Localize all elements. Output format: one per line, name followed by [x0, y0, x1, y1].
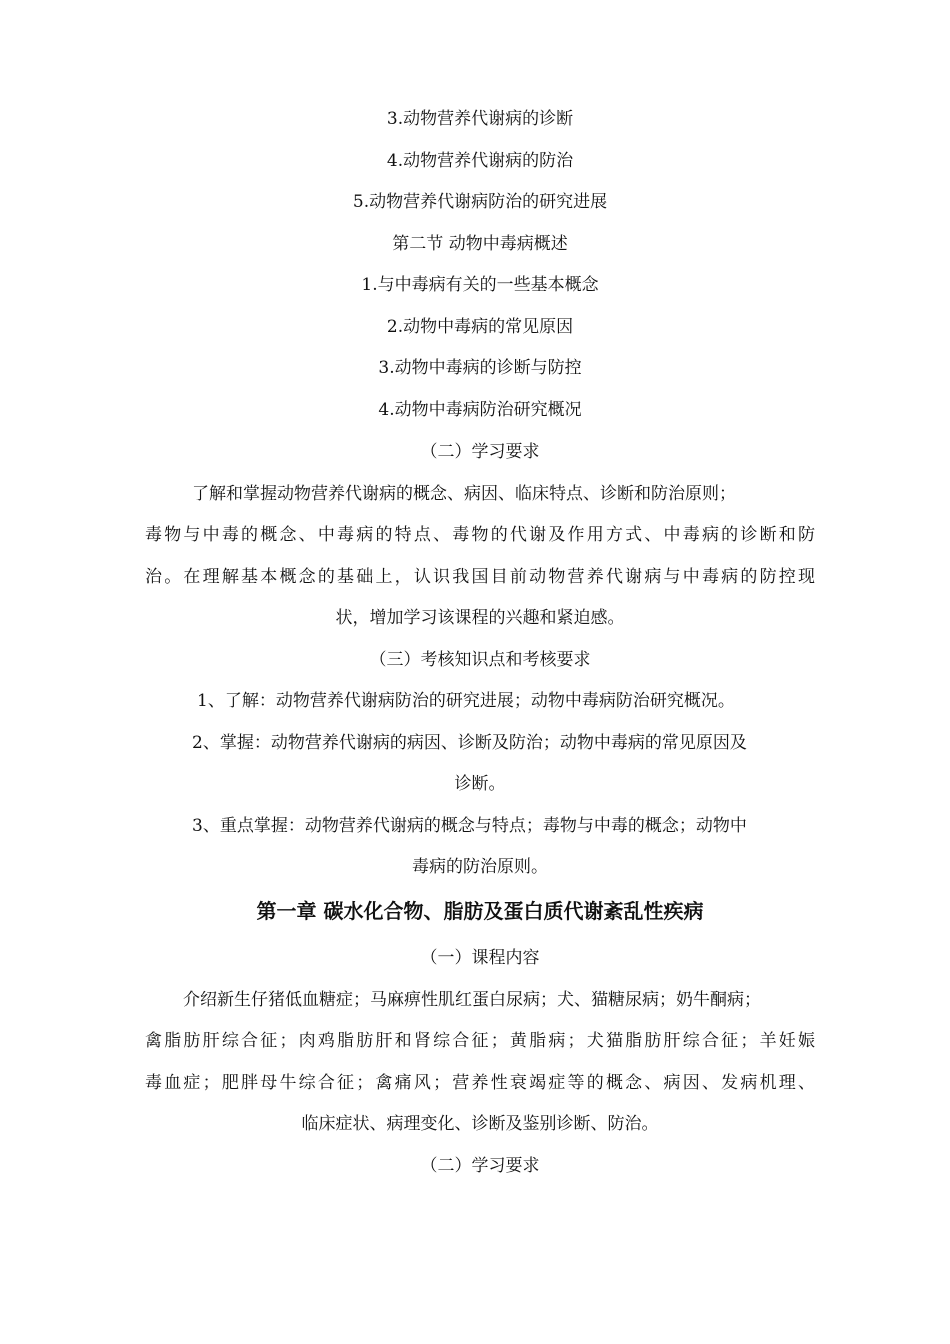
outline-item: 3.动物中毒病的诊断与防控: [378, 358, 582, 378]
outline-item: 2.动物中毒病的常见原因: [386, 317, 574, 337]
paragraph-line: 治。在理解基本概念的基础上，认识我国目前动物营养代谢病与中毒病的防控现: [145, 567, 815, 587]
assessment-item: 2、掌握：动物营养代谢病的病因、诊断及防治；动物中毒病的常见原因及: [192, 733, 747, 753]
learning-requirements-heading: （二）学习要求: [420, 442, 540, 462]
learning-requirements-heading: （二）学习要求: [420, 1156, 540, 1176]
assessment-item-continued: 毒病的防治原则。: [412, 857, 548, 877]
course-content-heading: （一）课程内容: [420, 948, 540, 968]
paragraph-line: 了解和掌握动物营养代谢病的概念、病因、临床特点、诊断和防治原则；: [192, 484, 736, 504]
paragraph-line: 毒物与中毒的概念、中毒病的特点、毒物的代谢及作用方式、中毒病的诊断和防: [145, 525, 815, 545]
assessment-heading: （三）考核知识点和考核要求: [369, 650, 591, 670]
chapter-title: 第一章 碳水化合物、脂肪及蛋白质代谢紊乱性疾病: [256, 899, 704, 923]
outline-item: 3.动物营养代谢病的诊断: [386, 109, 574, 129]
outline-item: 4.动物营养代谢病的防治: [386, 151, 574, 171]
outline-item: 1.与中毒病有关的一些基本概念: [361, 275, 599, 295]
outline-item: 5.动物营养代谢病防治的研究进展: [352, 192, 608, 212]
assessment-item: 3、重点掌握：动物营养代谢病的概念与特点；毒物与中毒的概念；动物中: [192, 816, 747, 836]
paragraph-line: 状，增加学习该课程的兴趣和紧迫感。: [335, 608, 625, 628]
paragraph-line: 毒血症；肥胖母牛综合征；禽痛风；营养性衰竭症等的概念、病因、发病机理、: [145, 1073, 815, 1093]
section-title: 第二节 动物中毒病概述: [392, 234, 568, 254]
assessment-item: 1、了解：动物营养代谢病防治的研究进展；动物中毒病防治研究概况。: [197, 691, 735, 711]
paragraph-line: 临床症状、病理变化、诊断及鉴别诊断、防治。: [301, 1114, 659, 1134]
assessment-item-continued: 诊断。: [454, 774, 506, 794]
paragraph-line: 禽脂肪肝综合征；肉鸡脂肪肝和肾综合征；黄脂病；犬猫脂肪肝综合征；羊妊娠: [145, 1031, 815, 1051]
outline-item: 4.动物中毒病防治研究概况: [378, 400, 582, 420]
paragraph-line: 介绍新生仔猪低血糖症；马麻痹性肌红蛋白尿病；犬、猫糖尿病；奶牛酮病；: [183, 990, 761, 1010]
